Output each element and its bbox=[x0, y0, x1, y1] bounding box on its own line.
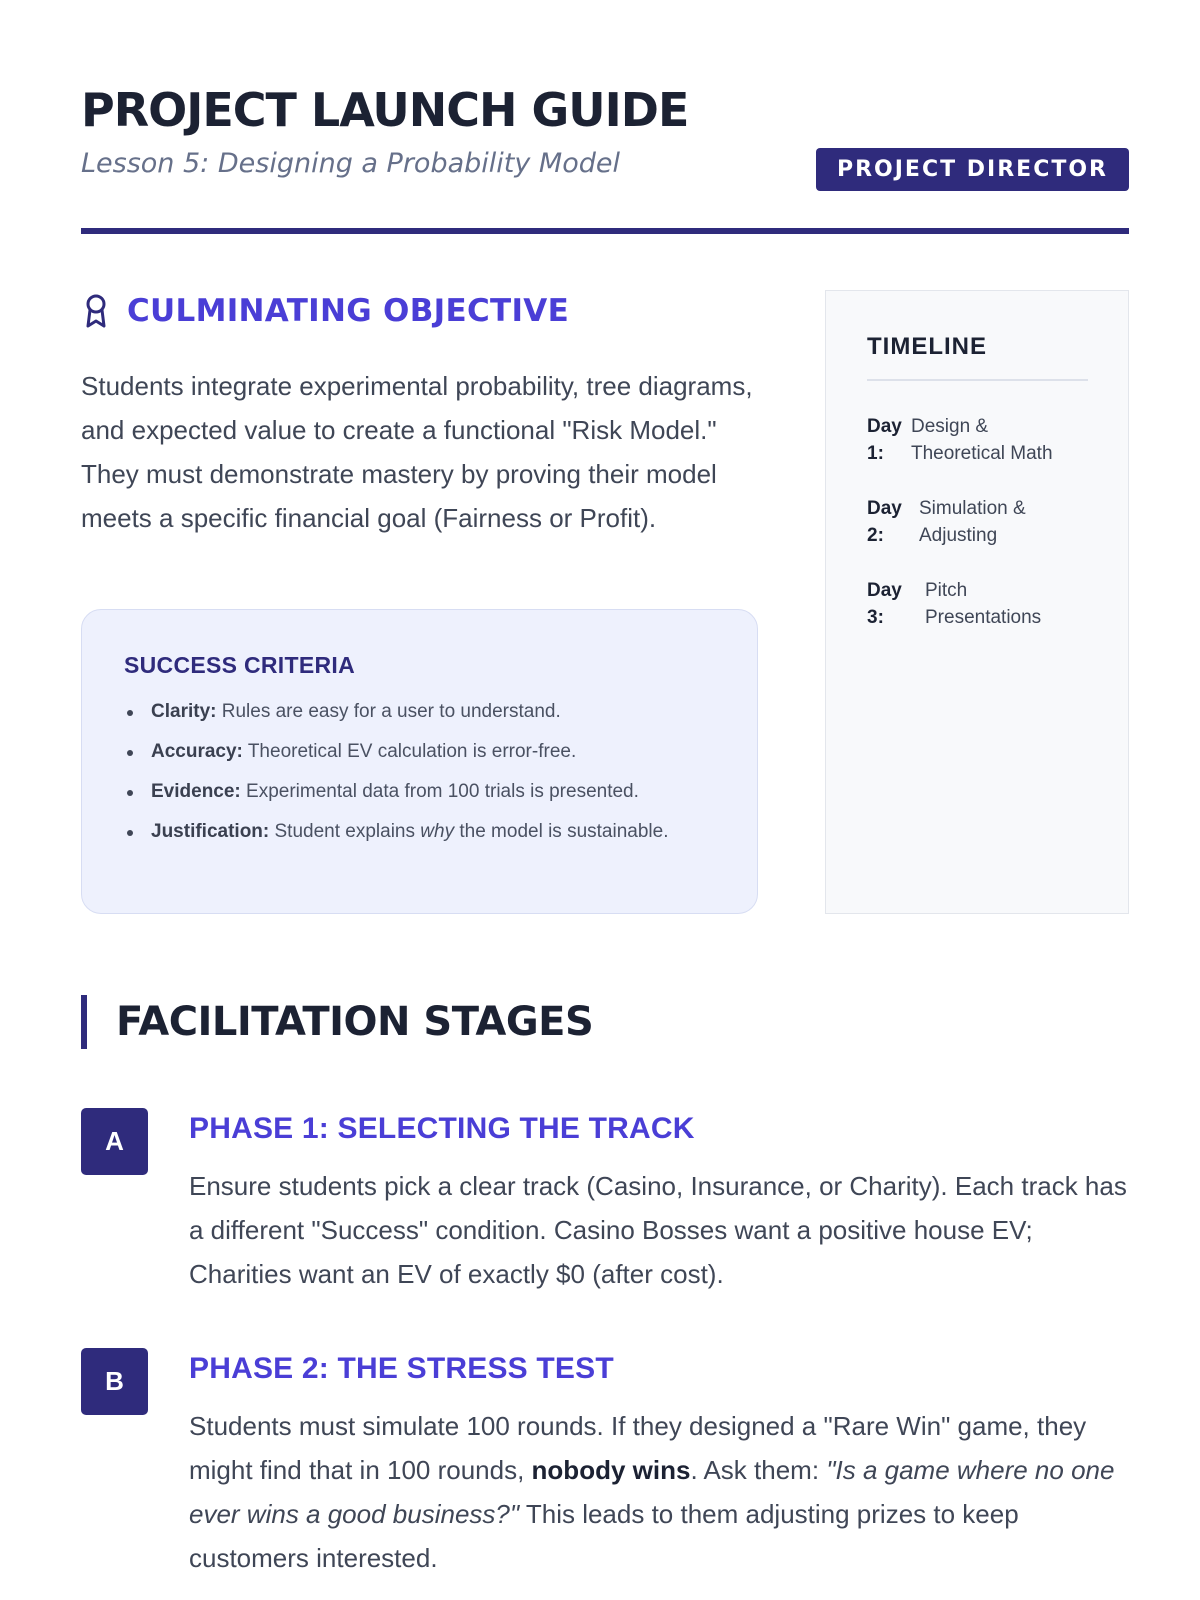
stages-heading: FACILITATION STAGES bbox=[116, 999, 594, 1045]
criteria-item bbox=[124, 818, 724, 845]
criteria-label: Justification: bbox=[151, 821, 270, 842]
success-criteria-title: SUCCESS CRITERIA bbox=[124, 652, 355, 678]
header-divider bbox=[81, 228, 1129, 234]
timeline-desc: Design & Theoretical Math bbox=[911, 416, 1053, 464]
phase-badge-b: B bbox=[81, 1348, 148, 1415]
criteria-item bbox=[124, 738, 724, 765]
phase-1-text: Ensure students pick a clear track (Casino, Insurance, or Charity). Each track has a different "Success" condition. Casino Bosses want a positive house EV; Charities want an EV of exactly $0 (after cost). bbox=[189, 1171, 1127, 1289]
timeline-item bbox=[867, 577, 1075, 631]
timeline-day: Day 2: bbox=[867, 498, 902, 546]
timeline-item bbox=[867, 413, 1081, 467]
criteria-text: Rules are easy for a user to understand. bbox=[216, 701, 561, 722]
criteria-text: Experimental data from 100 trials is presented. bbox=[240, 781, 639, 802]
stages-accent-bar bbox=[81, 995, 87, 1049]
timeline-desc: Pitch Presentations bbox=[925, 580, 1042, 628]
timeline-day: Day 1: bbox=[867, 416, 902, 464]
criteria-text: the model is sustainable. bbox=[454, 821, 669, 842]
award-ribbon-icon bbox=[81, 293, 111, 329]
phase-1-title: PHASE 1: SELECTING THE TRACK bbox=[189, 1112, 695, 1145]
phase-2-bold: nobody wins bbox=[531, 1455, 691, 1485]
phase-2-quote: "Is a game where no one ever wins a good business?" bbox=[189, 1455, 1115, 1529]
criteria-item bbox=[124, 778, 724, 805]
timeline-divider bbox=[867, 379, 1088, 381]
timeline-panel bbox=[825, 290, 1129, 914]
criteria-emphasis: why bbox=[420, 821, 455, 842]
phase-2-text-part: . Ask them: bbox=[690, 1455, 827, 1485]
role-badge: PROJECT DIRECTOR bbox=[816, 148, 1129, 191]
criteria-text: Student explains bbox=[269, 821, 421, 842]
criteria-label: Accuracy: bbox=[151, 741, 243, 762]
phase-2-text-part: This leads to them adjusting prizes to keep customers interested. bbox=[189, 1499, 1019, 1573]
success-criteria-list bbox=[124, 698, 724, 858]
page-title: PROJECT LAUNCH GUIDE bbox=[81, 83, 689, 137]
criteria-label: Evidence: bbox=[151, 781, 241, 802]
criteria-text: Theoretical EV calculation is error-free. bbox=[242, 741, 577, 762]
objective-heading bbox=[81, 293, 569, 329]
phase-2-title: PHASE 2: THE STRESS TEST bbox=[189, 1352, 614, 1385]
phase-2-text-part: Students must simulate 100 rounds. If they designed a "Rare Win" game, they might find that in 100 rounds, bbox=[189, 1411, 1087, 1485]
timeline-item bbox=[867, 495, 1069, 549]
criteria-label: Clarity: bbox=[151, 701, 217, 722]
lesson-subtitle: Lesson 5: Designing a Probability Model bbox=[81, 148, 620, 179]
timeline-day: Day 3: bbox=[867, 580, 902, 628]
timeline-desc: Simulation & Adjusting bbox=[919, 498, 1026, 546]
phase-2-text bbox=[189, 1404, 1129, 1580]
objective-title: CULMINATING OBJECTIVE bbox=[127, 293, 570, 329]
objective-text: Students integrate experimental probability, tree diagrams, and expected value to create a functional "Risk Model." They must demonstrate mastery by proving their model meets a specific financial goal (Fairness or Profit). bbox=[81, 371, 753, 533]
timeline-title: TIMELINE bbox=[867, 333, 987, 360]
phase-badge-a: A bbox=[81, 1108, 148, 1175]
success-criteria-box bbox=[81, 609, 758, 914]
criteria-item bbox=[124, 698, 724, 725]
